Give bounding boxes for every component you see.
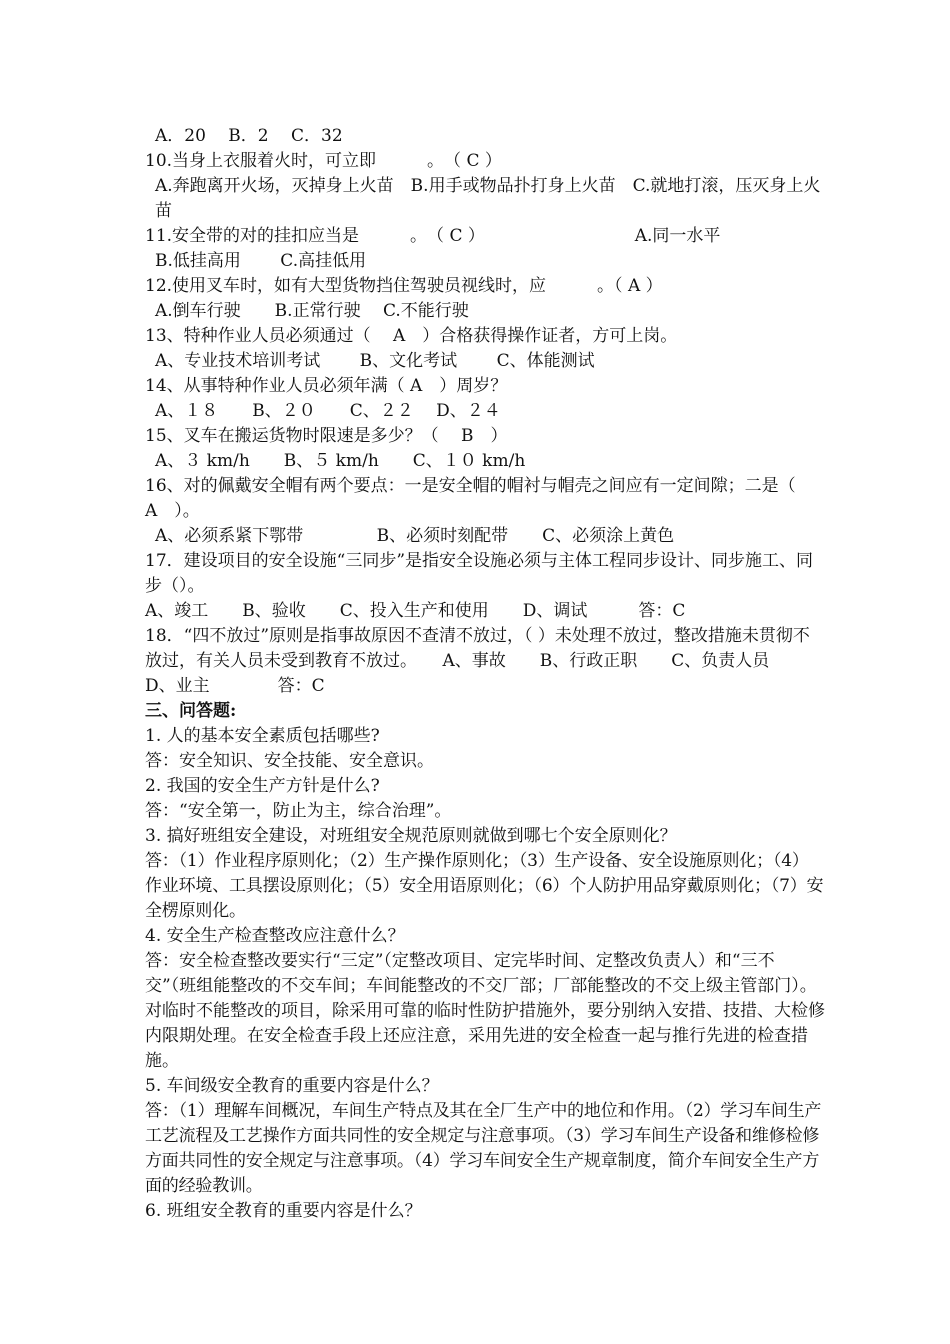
text-line: 5. 车间级安全教育的重要内容是什么？ [145,1076,439,1096]
text-line: 三、问答题: [145,701,237,721]
text-line: 6. 班组安全教育的重要内容是什么？ [145,1201,422,1221]
text-line: 2. 我国的安全生产方针是什么? [145,776,380,796]
text-line: 12.使用叉车时，如有大型货物挡住驾驶员视线时，应 。（ A ） [145,276,663,296]
text-line: 答：（1）理解车间概况，车间生产特点及其在全厂生产中的地位和作用。（2）学习车间生产工艺流程及工艺操作方面共同性的安全规定与注意事项。（3）学习车间生产设备和维修检修方面共同性的安全规定与注意事项。（4）学习车间安全生产规章制度，简介车间安全生产方面的经验教训。 [145,1101,822,1196]
text-line: 16、对的佩戴安全帽有两个要点：一是安全帽的帽衬与帽壳之间应有一定间隙；二是（ A ）。 [145,476,819,521]
text-line: A、３ km/h B、５ km/h C、１０ km/h [155,451,526,471]
text-line: 答：安全知识、安全技能、安全意识。 [145,751,434,771]
text-line: 1. 人的基本安全素质包括哪些? [145,726,380,746]
text-line: 17．建设项目的安全设施“三同步”是指安全设施必须与主体工程同步设计、同步施工、同步（）。 [145,551,814,596]
text-line: 3. 搞好班组安全建设，对班组安全规范原则就做到哪七个安全原则化？ [145,826,677,846]
text-line: A、专业技术培训考试 B、文化考试 C、体能测试 [155,351,595,371]
text-line: 13、特种作业人员必须通过（ A ）合格获得操作证者，方可上岗。 [145,326,678,346]
text-line: A、竣工 B、验收 C、投入生产和使用 D、调试 答：C [145,601,686,621]
text-line: 4. 安全生产检查整改应注意什么？ [145,926,405,946]
text-line: 14、从事特种作业人员必须年满（ A ）周岁？ [145,376,508,396]
text-line: 11.安全带的对的挂扣应当是 。 （ C ） A.同一水平 [145,226,721,246]
text-line: 答：安全检查整改要实行“三定”（定整改项目、定完毕时间、定整改负责人）和“三不交”（班组能整改的不交车间；车间能整改的不交厂部；厂部能整改的不交上级主管部门）。对临时不能整改的项目，除采用可靠的临时性防护措施外，要分别纳入安措、技措、大检修内限期处理。在安全检查手段上还应注意，采用先进的安全检查一起与推行先进的检查措施。 [145,951,825,1071]
text-line: 15、叉车在搬运货物时限速是多少？（ B ） [145,426,508,446]
text-line: A、必须系紧下鄂带 B、必须时刻配带 C、必须涂上黄色 [155,526,675,546]
text-line: 答：（1）作业程序原则化；（2）生产操作原则化；（3）生产设备、安全设施原则化；（4）作业环境、工具摆设原则化；（5）安全用语原则化；（6）个人防护用品穿戴原则化；（7）安全楞原则化。 [145,851,824,921]
text-line: A．20 B．2 C．32 [155,126,343,146]
text-line: A.倒车行驶 B.正常行驶 C.不能行驶 [155,301,469,321]
text-line: 18．“四不放过”原则是指事故原因不查清不放过，（ ）未处理不放过，整改措施未贯彻不放过，有关人员未受到教育不放过。 A、事故 B、行政正职 C、负责人员 D、业主 答：C [145,626,810,696]
text-line: B.低挂高用 C.高挂低用 [155,251,367,271]
text-line: A.奔跑离开火场，灭掉身上火苗 B.用手或物品扑打身上火苗 C.就地打滚，压灭身上火苗 [155,176,821,221]
document-body [145,124,825,1224]
text-line: A、１８ B、２０ C、２２ D、２４ [155,401,501,421]
text-line: 10.当身上衣服着火时，可立即 。 （ C ） [145,151,502,171]
text-line: 答：“安全第一，防止为主，综合治理”。 [145,801,452,821]
